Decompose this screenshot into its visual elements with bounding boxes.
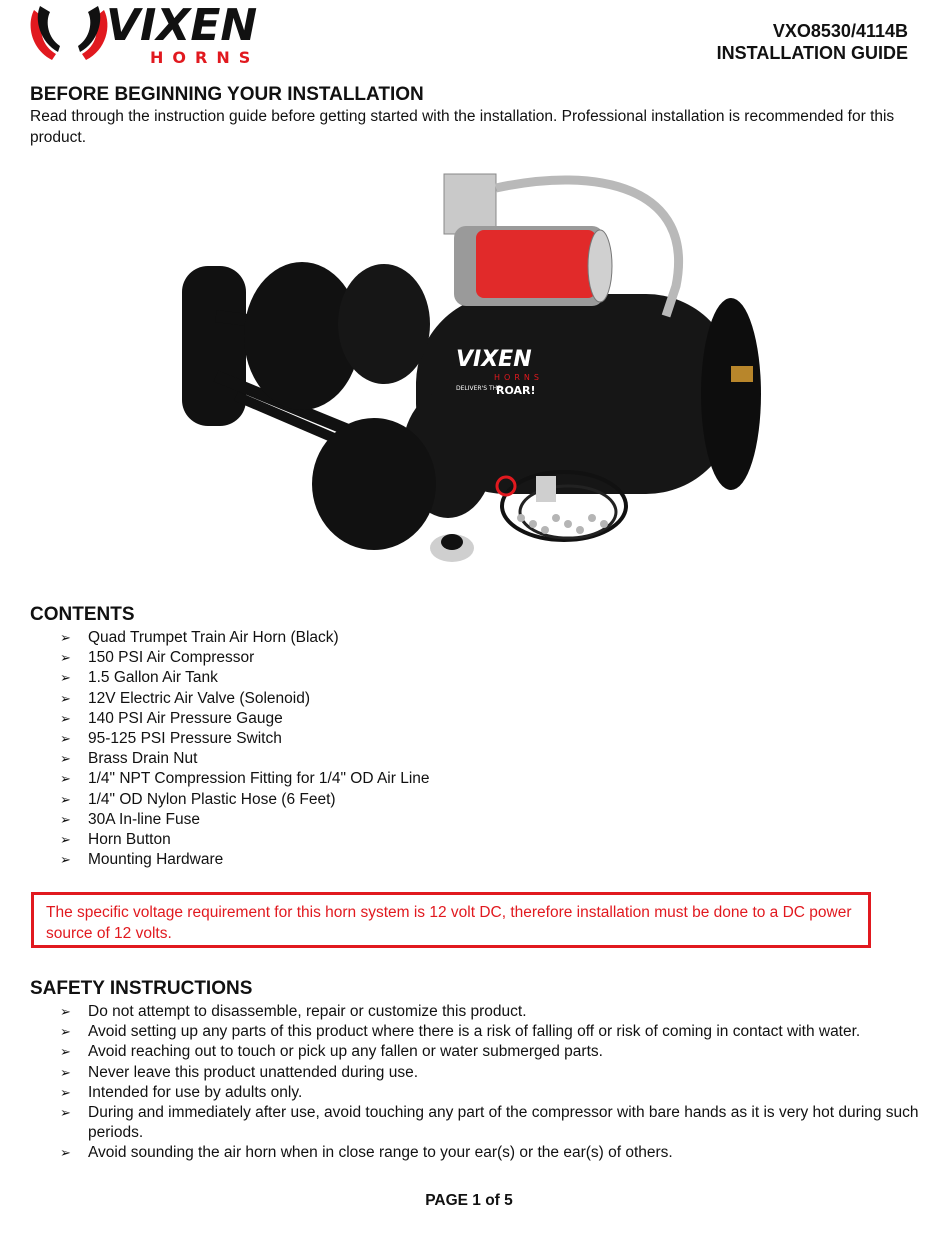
- list-item: ➢ Brass Drain Nut: [30, 749, 890, 769]
- svg-text:HORNS: HORNS: [150, 48, 260, 66]
- arrow-bullet-icon: ➢: [60, 650, 71, 666]
- arrow-bullet-icon: ➢: [60, 791, 71, 807]
- list-item: ➢ 1/4" NPT Compression Fitting for 1/4" OD Air Line: [30, 769, 890, 789]
- arrow-bullet-icon: ➢: [60, 1084, 71, 1100]
- document-header: [717, 20, 908, 64]
- list-item: ➢ 140 PSI Air Pressure Gauge: [30, 709, 890, 729]
- section-title-safety: SAFETY INSTRUCTIONS: [30, 978, 253, 999]
- page-number: PAGE 1 of 5: [425, 1192, 513, 1209]
- list-item: ➢ Avoid sounding the air horn when in close range to your ear(s) or the ear(s) of others.: [30, 1143, 920, 1163]
- arrow-bullet-icon: ➢: [60, 1105, 71, 1121]
- svg-text:ROAR!: ROAR!: [496, 384, 536, 397]
- list-item: ➢ 30A In-line Fuse: [30, 810, 890, 830]
- list-item: ➢ Avoid setting up any parts of this product where there is a risk of falling off or risk of coming in contact with water.: [30, 1022, 920, 1042]
- arrow-bullet-icon: ➢: [60, 751, 71, 767]
- list-item: ➢ During and immediately after use, avoid touching any part of the compressor with bare hands as it is very hot during such periods.: [60, 1104, 919, 1142]
- vixen-horns-logo: [28, 0, 283, 66]
- svg-text:DELIVER'S THE: DELIVER'S THE: [456, 385, 501, 392]
- list-item: ➢ 1/4" OD Nylon Plastic Hose (6 Feet): [30, 790, 890, 810]
- arrow-bullet-icon: ➢: [60, 710, 71, 726]
- arrow-bullet-icon: ➢: [60, 690, 71, 706]
- arrow-bullet-icon: ➢: [60, 852, 71, 868]
- arrow-bullet-icon: ➢: [60, 1064, 71, 1080]
- list-item: ➢ Avoid reaching out to touch or pick up any fallen or water submerged parts.: [30, 1042, 920, 1062]
- section-title-before: BEFORE BEGINNING YOUR INSTALLATION: [30, 84, 424, 105]
- contents-list: [30, 628, 890, 870]
- svg-text:VIXEN: VIXEN: [106, 0, 258, 51]
- section-title-contents: CONTENTS: [30, 604, 135, 625]
- model-number: VXO8530/4114B: [772, 21, 908, 41]
- arrow-bullet-icon: ➢: [60, 1004, 71, 1019]
- arrow-bullet-icon: ➢: [60, 771, 71, 787]
- list-item: ➢ 150 PSI Air Compressor: [30, 648, 890, 668]
- document-title: INSTALLATION GUIDE: [716, 43, 908, 63]
- arrow-bullet-icon: ➢: [60, 1145, 71, 1161]
- voltage-warning-text: The specific voltage requirement for this horn system is 12 volt DC, therefore installation must be done to a DC power source of 12 volts.: [46, 904, 852, 942]
- list-item: ➢ 1.5 Gallon Air Tank: [30, 668, 890, 688]
- list-item: ➢ Intended for use by adults only.: [30, 1083, 920, 1103]
- voltage-warning-box: [31, 892, 871, 948]
- list-item: ➢ 12V Electric Air Valve (Solenoid): [30, 689, 890, 709]
- svg-text:HORNS: HORNS: [494, 373, 543, 382]
- list-item: ➢ Horn Button: [30, 830, 890, 850]
- product-photo: [176, 166, 776, 584]
- svg-text:VIXEN: VIXEN: [456, 347, 532, 372]
- intro-paragraph: Read through the instruction guide before getting started with the installation. Professional installation is recommended for this product.: [30, 108, 895, 146]
- arrow-bullet-icon: ➢: [60, 731, 71, 747]
- arrow-bullet-icon: ➢: [60, 832, 71, 848]
- air-horn-kit-illustration: [176, 166, 776, 584]
- arrow-bullet-icon: ➢: [60, 1044, 71, 1060]
- list-item: ➢ Never leave this product unattended during use.: [30, 1063, 920, 1083]
- list-item: ➢ 95-125 PSI Pressure Switch: [30, 729, 890, 749]
- arrow-bullet-icon: ➢: [60, 1024, 71, 1040]
- list-item: ➢ Quad Trumpet Train Air Horn (Black): [30, 628, 890, 648]
- arrow-bullet-icon: ➢: [60, 670, 71, 686]
- arrow-bullet-icon: ➢: [60, 630, 71, 645]
- list-item: ➢ Do not attempt to disassemble, repair or customize this product.: [30, 1002, 920, 1022]
- list-item: ➢ Mounting Hardware: [30, 850, 890, 870]
- arrow-bullet-icon: ➢: [60, 811, 71, 827]
- safety-list: [30, 1002, 920, 1164]
- logo-graphic: [28, 0, 283, 66]
